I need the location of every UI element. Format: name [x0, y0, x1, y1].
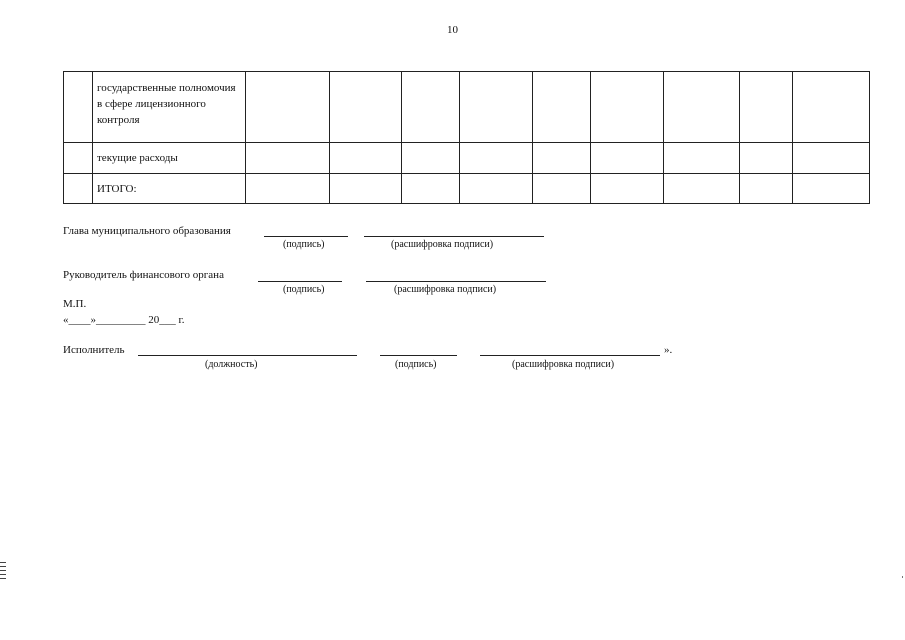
table-cell	[533, 174, 591, 204]
table-cell	[740, 72, 793, 143]
executor-signature-line[interactable]	[380, 355, 457, 356]
table-cell	[664, 174, 740, 204]
head-decode-line[interactable]	[364, 236, 544, 237]
executor-decode-line[interactable]	[480, 355, 660, 356]
table-cell	[793, 143, 870, 174]
table-cell	[460, 174, 533, 204]
table-cell	[460, 143, 533, 174]
executor-caption-decode: (расшифровка подписи)	[512, 359, 615, 370]
table-cell	[793, 72, 870, 143]
scan-dot-mark	[902, 576, 903, 578]
table-cell	[460, 72, 533, 143]
table-cell	[740, 143, 793, 174]
table-cell	[402, 72, 460, 143]
table-cell	[533, 72, 591, 143]
table-cell	[64, 143, 93, 174]
table-cell	[246, 174, 330, 204]
row-label-licensing: государственные полномочия в сфере лицензионного контроля	[93, 72, 246, 143]
table-cell	[664, 72, 740, 143]
table-cell	[246, 143, 330, 174]
finance-signature-line[interactable]	[258, 281, 342, 282]
row-label-current-expenses: текущие расходы	[93, 143, 246, 174]
scan-edge-mark	[0, 562, 6, 582]
table-cell	[64, 174, 93, 204]
finance-caption-decode: (расшифровка подписи)	[394, 284, 497, 295]
table-cell	[64, 72, 93, 143]
table-row	[64, 143, 870, 174]
table-cell	[402, 174, 460, 204]
table-row	[64, 72, 870, 143]
executor-caption-position: (должность)	[205, 359, 258, 370]
table-cell	[591, 72, 664, 143]
table-cell	[330, 143, 402, 174]
row-label-total: ИТОГО:	[93, 174, 246, 204]
stamp-label: М.П.	[63, 298, 87, 310]
executor-position-line[interactable]	[138, 355, 357, 356]
table-cell	[740, 174, 793, 204]
table-cell	[591, 143, 664, 174]
head-signature-label: Глава муниципального образования	[63, 225, 231, 237]
table-cell	[402, 143, 460, 174]
table-cell	[793, 174, 870, 204]
report-table	[63, 71, 870, 204]
head-caption-signature: (подпись)	[283, 239, 325, 250]
executor-label: Исполнитель	[63, 344, 125, 356]
date-line[interactable]: «____»_________ 20___ г.	[63, 314, 185, 326]
table-row	[64, 174, 870, 204]
head-caption-decode: (расшифровка подписи)	[391, 239, 494, 250]
finance-signature-label: Руководитель финансового органа	[63, 269, 224, 281]
table-cell	[591, 174, 664, 204]
finance-decode-line[interactable]	[366, 281, 546, 282]
table-cell	[533, 143, 591, 174]
table-cell	[246, 72, 330, 143]
head-signature-line[interactable]	[264, 236, 348, 237]
page-number: 10	[447, 24, 458, 36]
executor-caption-signature: (подпись)	[395, 359, 437, 370]
executor-closing: ».	[664, 344, 673, 356]
table-cell	[330, 174, 402, 204]
table-cell	[330, 72, 402, 143]
table-cell	[664, 143, 740, 174]
finance-caption-signature: (подпись)	[283, 284, 325, 295]
